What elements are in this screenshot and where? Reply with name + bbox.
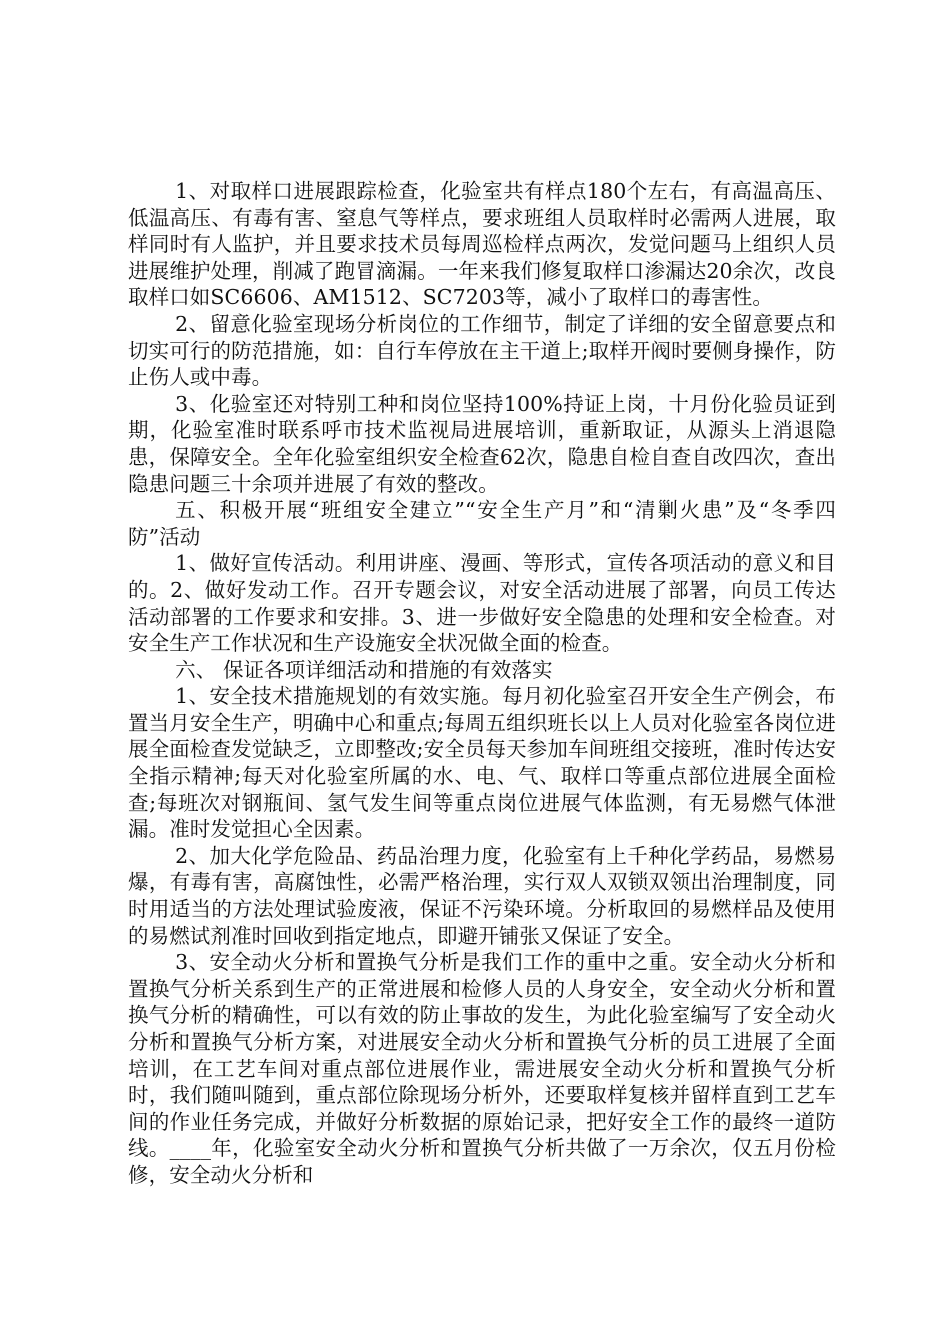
paragraph-publicity: 1、做好宣传活动。利用讲座、漫画、等形式，宣传各项活动的意义和目的。2、做好发动工作。召开专题会议，对安全活动进展了部署，向员工传达活动部署的工作要求和安排。3、进一步做好安全隐患的处理和安全检查。对安全生产工作状况和生产设施安全状况做全面的检查。 (128, 551, 836, 656)
document-body (128, 178, 836, 1189)
paragraph-fire-analysis: 3、安全动火分析和置换气分析是我们工作的重中之重。安全动火分析和置换气分析关系到生产的正常进展和检修人员的人身安全，安全动火分析和置换气分析的精确性，可以有效的防止事故的发生，为此化验室编写了安全动火分析和置换气分析方案，对进展安全动火分析和置换气分析的员工进展了全面培训，在工艺车间对重点部位进展作业，需进展安全动火分析和置换气分析时，我们随叫随到，重点部位除现场分析外，还要取样复核并留样直到工艺车间的作业任务完成，并做好分析数据的原始记录，把好安全工作的最终一道防线。____年，化验室安全动火分析和置换气分析共做了一万余次，仅五月份检修，安全动火分析和 (128, 950, 836, 1187)
paragraph-safety-details: 2、留意化验室现场分析岗位的工作细节，制定了详细的安全留意要点和切实可行的防范措施，如：自行车停放在主干道上;取样开阀时要侧身操作，防止伤人或中毒。 (128, 311, 836, 390)
paragraph-certification: 3、化验室还对特别工种和岗位坚持100%持证上岗，十月份化验员证到期，化验室准时联系呼市技术监视局进展培训，重新取证，从源头上消退隐患，保障安全。全年化验室组织安全检查62次，隐患自检自查自改四次，查出隐患问题三十余项并进展了有效的整改。 (128, 391, 836, 496)
section-heading-six: 六、 保证各项详细活动和措施的有效落实 (175, 657, 553, 682)
paragraph-chemical-management: 2、加大化学危险品、药品治理力度，化验室有上千种化学药品，易燃易爆，有毒有害，高腐蚀性，必需严格治理，实行双人双锁双领出治理制度，同时用适当的方法处理试验废液，保证不污染环境。分析取回的易燃样品及使用的易燃试剂准时回收到指定地点，即避开铺张又保证了安全。 (128, 843, 836, 948)
paragraph-technical-measures: 1、安全技术措施规划的有效实施。每月初化验室召开安全生产例会，布置当月安全生产，明确中心和重点;每周五组织班长以上人员对化验室各岗位进展全面检查发觉缺乏，立即整改;安全员每天参加车间班组交接班，准时传达安全指示精神;每天对化验室所属的水、电、气、取样口等重点部位进展全面检查;每班次对钢瓶间、氢气发生间等重点岗位进展气体监测，有无易燃气体泄漏。准时发觉担心全因素。 (128, 684, 836, 842)
paragraph-sampling-inspection: 1、对取样口进展跟踪检查，化验室共有样点180个左右，有高温高压、低温高压、有毒有害、窒息气等样点，要求班组人员取样时必需两人进展，取样同时有人监护，并且要求技术员每周巡检样点两次，发觉问题马上组织人员进展维护处理，削减了跑冒滴漏。一年来我们修复取样口渗漏达20余次，改良取样口如SC6606、AM1512、SC7203等，减小了取样口的毒害性。 (128, 179, 836, 310)
section-heading-five: 五、积极开展“班组安全建立”“安全生产月”和“清剿火患”及“冬季四防”活动 (128, 498, 836, 549)
